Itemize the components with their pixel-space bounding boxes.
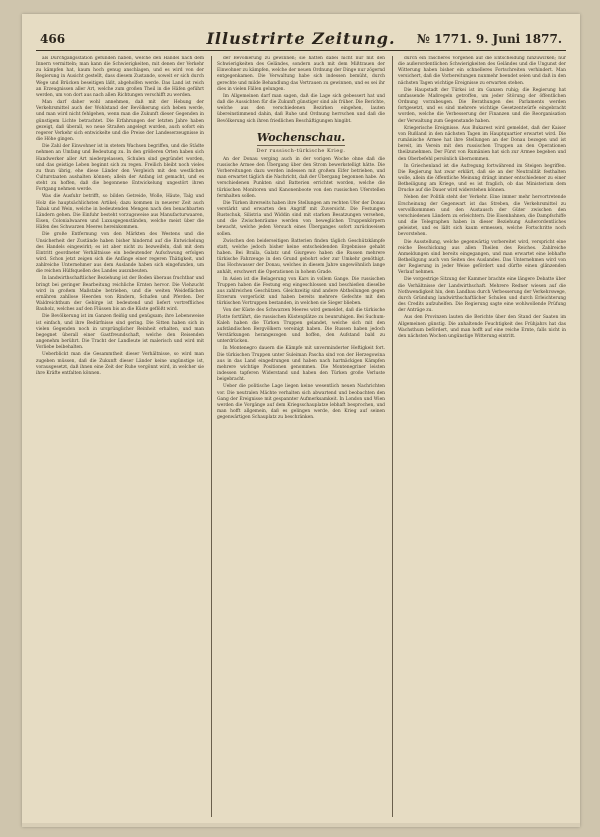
paragraph: Neben der Politik steht der Verkehr. Eine immer mehr hervortretende Erscheinung der Gegenwart ist das Streben, die Verkehrsmittel zu vervollkommnen und den Austausch der Güter zwischen den verschiedenen Ländern zu erleichtern. Die Eisenbahnen, die Dampfschiffe und die Telegraphen haben in dieser Beziehung Außerordentliches geleistet, und es läßt sich kaum ermessen, welche Fortschritte noch bevorstehen.	[398, 195, 566, 238]
paragraph: Die große Entfernung von den Märkten des Westens und die Unsicherheit der Zustände haben bisher hindernd auf die Entwickelung des Handels eingewirkt; es ist aber nicht zu bezweifeln, daß mit dem Eintritt geordneter Verhältnisse ein bedeutender Aufschwung erfolgen wird. Schon jetzt zeigen sich die Anfänge einer regeren Thätigkeit, und zahlreiche Unternehmer aus dem Auslande haben sich eingefunden, um die reichen Hülfsquellen des Landes auszubeuten.	[36, 232, 204, 275]
masthead: Illustrirte Zeitung.	[206, 29, 396, 48]
paragraph: Die Bevölkerung ist im Ganzen fleißig und genügsam; ihre Lebensweise ist einfach, und ihre Bedürfnisse sind gering. Die Sitten haben sich in vielen Gegenden noch in ursprünglicher Reinheit erhalten, und man begegnet überall einer Gastfreundschaft, welche den Reisenden angenehm berührt. Die Tracht der Landleute ist malerisch und wird mit Vorliebe beibehalten.	[36, 314, 204, 351]
paragraph: An der Donau verging auch in der vorigen Woche ohne daß die russische Armee den Übergang über den Strom bewerkstelligt hätte. Die Vorbereitungen dazu werden indessen mit großem Eifer betrieben, und man erwartet täglich die Nachricht, daß der Übergang begonnen habe. An verschiedenen Punkten sind Batterien errichtet worden, welche die türkischen Monitoren und Kanonenboote von den russischen Uferstellen fernhalten sollen.	[217, 156, 385, 199]
paragraph: Ueber die politische Lage liegen keine wesentlich neuen Nachrichten vor. Die neutralen Mächte verhalten sich abwartend und beobachten den Gang der Ereignisse mit gespannter Aufmerksamkeit. In London und Wien werden die Vorgänge auf dem Kriegsschauplatze lebhaft besprochen, und man hofft allgemein, daß es gelingen werde, den Krieg auf seinen gegenwärtigen Schauplatz zu beschränken.	[217, 384, 385, 421]
section-heading	[217, 131, 385, 155]
paragraph: In Griechenland ist die Aufregung fortwährend im Steigen begriffen. Die Regierung hat zwar erklärt, daß sie an der Neutralität festhalten wolle, allein die öffentliche Meinung drängt immer entschiedener zu einer Betheiligung am Kriege, und es ist fraglich, ob das Ministerium dem Drucke auf die Dauer wird widerstehen können.	[398, 163, 566, 194]
paragraph: Die Türken ihrerseits haben ihre Stellungen am rechten Ufer der Donau verstärkt und erwarten den Angriff mit Zuversicht. Die Festungen Rustschuk, Silistria und Widdin sind mit starken Besatzungen versehen, und die Zwischenräume werden von beweglichen Truppenkörpern bewacht, welche jeden Versuch eines Überganges sofort zurückweisen sollen.	[217, 200, 385, 237]
paragraph: Die Ausstellung, welche gegenwärtig vorbereitet wird, verspricht eine reiche Beschickung aus allen Theilen des Reiches. Zahlreiche Anmeldungen sind bereits eingegangen, und man erwartet eine lebhafte Betheiligung auch von Seiten des Auslandes. Das Unternehmen wird von der Regierung in jeder Weise gefördert und dürfte einen glänzenden Verlauf nehmen.	[398, 239, 566, 276]
paragraph: Kriegerische Ereignisse. Aus Bukarest wird gemeldet, daß der Kaiser von Rußland in den nächsten Tagen im Hauptquartier erwartet wird. Die rumänische Armee hat ihre Stellungen an der Donau bezogen und ist bereit, im Verein mit den russischen Truppen an den Operationen theilzunehmen. Der Fürst von Rumänien hat sich zur Armee begeben und den Oberbefehl persönlich übernommen.	[398, 125, 566, 162]
paragraph: Die Haupstadt der Türkei ist im Ganzen ruhig; die Regierung hat umfassende Maßregeln getroffen, um jeder Störung der öffentlichen Ordnung vorzubeugen. Die Berathungen des Parlaments werden fortgesetzt, und es sind mehrere wichtige Gesetzentwürfe eingebracht worden, welche die Verbesserung der Finanzen und die Reorganisation der Verwaltung zum Gegenstande haben.	[398, 87, 566, 124]
paragraph: Ueberblickt man die Gesammtheit dieser Verhältnisse, so wird man zugeben müssen, daß die Zukunft dieser Länder keine ungünstige ist, vorausgesetzt, daß ihnen eine Zeit der Ruhe vergönnt wird, in welcher sie ihre Kräfte entfalten können.	[36, 352, 204, 376]
paragraph: Im Allgemeinen darf man sagen, daß die Lage sich gebessert hat und daß die Aussichten für die Zukunft günstiger sind als früher. Die Berichte, welche aus den verschiedenen Bezirken eingehen, lauten übereinstimmend dahin, daß Ruhe und Ordnung herrschen und daß die Bevölkerung sich ihren friedlichen Beschäftigungen hingibt.	[217, 93, 385, 124]
paragraph: Aus den Provinzen lauten die Berichte über den Stand der Saaten im Allgemeinen günstig. Die anhaltende Feuchtigkeit des Frühjahrs hat das Wachsthum befördert, und man hofft auf eine reiche Ernte, falls nicht in den nächsten Wochen ungünstige Witterung eintritt.	[398, 315, 566, 339]
page-bottom-edge	[22, 823, 580, 827]
section-subtitle: Der russisch-türkische Krieg.	[256, 147, 346, 154]
section-title: Wochenschau.	[256, 130, 346, 144]
text-columns	[36, 56, 566, 817]
paragraph: Zwischen den beiderseitigen Batterien finden täglich Geschützkämpfe statt, welche jedoch bisher keine entscheidenden Ergebnisse gehabt haben. Bei Braila, Galatz und Giurgewo haben die Russen mehrere türkische Fahrzeuge in den Grund gebohrt oder zur Umkehr genöthigt. Das Hochwasser der Donau, welches in diesem Jahre ungewöhnlich lange anhält, erschwert die Operationen in hohem Grade.	[217, 238, 385, 275]
page-header	[36, 28, 566, 51]
paragraph: der Bevölkerung zu gewinnen; sie hätten dabei nicht nur mit den Schwierigkeiten des Geländes, sondern auch mit dem Mißtrauen der Einwohner zu kämpfen, welche der neuen Ordnung der Dinge nur zögernd entgegenkamen. Die Verwaltung habe sich indessen bemüht, durch gerechte und milde Behandlung das Vertrauen zu gewinnen, und es sei ihr dies in vielen Fällen gelungen.	[217, 56, 385, 92]
paragraph: durch ein rascheres Vorgehen auf die Entscheidung hinzuwirken; nur die außerordentlichen Schwierigkeiten des Geländes und die Ungunst der Witterung haben bisher ein schnelleres Fortschreiten verhindert. Man versichert, daß die Vorbereitungen nunmehr beendet seien und daß in den nächsten Tagen wichtige Ereignisse zu erwarten stehen.	[398, 56, 566, 86]
issue-date: № 1771. 9. Juni 1877.	[416, 32, 562, 46]
column-2	[217, 56, 385, 817]
section-rule	[257, 145, 345, 146]
paragraph: Die vorgestrige Sitzung der Kammer brachte eine längere Debatte über die Verhältnisse der Landwirthschaft. Mehrere Redner wiesen auf die Nothwendigkeit hin, dem Landbau durch Verbesserung der Verkehrswege, durch Gründung landwirthschaftlicher Schulen und durch Erleichterung des Credits aufzuhelfen. Die Regierung sagte eine wohlwollende Prüfung der Anträge zu.	[398, 277, 566, 314]
column-divider	[211, 56, 212, 817]
column-divider	[392, 56, 393, 817]
paragraph: In Asien ist die Belagerung von Kars in vollem Gange. Die russischen Truppen haben die Festung eng eingeschlossen und beschießen dieselbe aus zahlreichen Geschützen. Gleichzeitig sind andere Abtheilungen gegen Erzerum vorgerückt und haben bereits mehrere Gefechte mit den türkischen Vortruppen bestanden, in welchen sie Sieger blieben.	[217, 276, 385, 307]
paragraph: Von der Küste des Schwarzen Meeres wird gemeldet, daß die türkische Flotte fortfährt, die russischen Küstenplätze zu beunruhigen. Bei Suchum-Kaleh haben die Türken Truppen gelandet, welche sich mit den aufständischen Bergvölkern vereinigt haben. Die Russen haben jedoch Verstärkungen herangezogen und hoffen, den Aufstand bald zu unterdrücken.	[217, 308, 385, 345]
paragraph: Die Zahl der Einwohner ist in stetem Wachsen begriffen, und die Städte nehmen an Umfang und Bedeutung zu. In den größeren Orten haben sich Handwerker aller Art niedergelassen, Schulen sind gegründet worden, und das geistige Leben beginnt sich zu regen. Freilich bleibt noch vieles zu thun übrig, ehe diese Länder den Vergleich mit den westlichen Culturstaaten aushalten können; allein der Anfang ist gemacht, und es steht zu hoffen, daß die begonnene Entwickelung ungestört ihren Fortgang nehmen werde.	[36, 144, 204, 193]
paragraph: als Durchgangsstation gefunden haben, welche den Handel nach dem Innern vermitteln; man kann die Schwierigkeiten, mit denen der Verkehr zu kämpfen hat, kaum hoch genug anschlagen, und es wird von der Regierung in Ausicht gestellt, dass diesem Zustande, soweit er sich durch Wege und Brücken beseitigen läßt, abgeholfen werde. Das Land ist reich an Erzeugnissen aller Art, welche zum großen Theil in die Häfen geführt werden, um von dort aus nach allen Richtungen verschifft zu werden.	[36, 56, 204, 98]
paragraph: In Montenegro dauern die Kämpfe mit unverminderter Heftigkeit fort. Die türkischen Truppen unter Suleiman Pascha sind von der Herzegowina aus in das Land eingedrungen und haben nach hartnäckigen Kämpfen mehrere wichtige Positionen genommen. Die Montenegriner leisten indessen tapferen Widerstand und haben den Türken große Verluste beigebracht.	[217, 346, 385, 383]
column-1	[36, 56, 204, 817]
paragraph: In landwirthschaftlicher Beziehung ist der Boden überaus fruchtbar und bringt bei geringer Bearbeitung reichliche Ernten hervor. Die Viehzucht wird in großem Maßstabe betrieben, und die weiten Weideflächen ernähren zahllose Heerden von Rindern, Schafen und Pferden. Der Waldreichthum der Gebirge ist bedeutend und liefert vortreffliches Bauholz, welches auf den Flüssen bis an die Küste geflößt wird.	[36, 276, 204, 313]
paragraph: Man darf daher wohl annehmen, daß mit der Hebung der Verkehrsmittel auch der Wohlstand der Bevölkerung sich heben werde, und man wird nicht fehlgehen, wenn man die Zukunft dieser Gegenden in günstigem Lichte betrachtet. Die Erfahrungen der letzten Jahre haben gezeigt, daß überall, wo neue Straßen angelegt wurden, auch sofort ein regerer Verkehr sich entwickelte und die Preise der Landeserzeugnisse in die Höhe gingen.	[36, 100, 204, 143]
column-3	[398, 56, 566, 817]
page-number: 466	[40, 32, 66, 46]
newspaper-page	[22, 14, 580, 827]
paragraph: Was die Ausfuhr betrifft, so bilden Getreide, Wolle, Häute, Talg und Holz die hauptsächlichsten Artikel; dazu kommen in neuerer Zeit auch Tabak und Wein, welche in bedeutenden Mengen nach den benachbarten Ländern gehen. Die Einfuhr besteht vorzugsweise aus Manufacturwaaren, Eisen, Colonialwaaren und Luxusgegenständen, welche meist über die Häfen des Schwarzen Meeres hereinkommen.	[36, 194, 204, 231]
